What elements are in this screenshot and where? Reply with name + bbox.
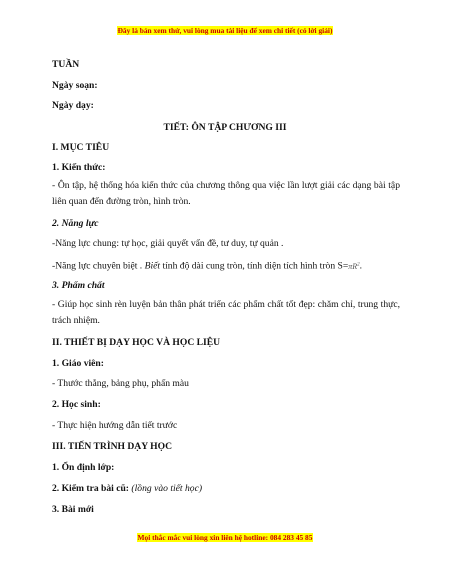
step2-line <box>52 482 400 495</box>
preview-banner-text: Đây là bản xem thử, vui lòng mua tài liệu để xem chi tiết (có lời giải) <box>117 26 333 35</box>
preview-banner <box>0 26 450 35</box>
prep-date-label: Ngày soạn: <box>52 80 98 91</box>
teacher-text: - Thước thẳng, bảng phụ, phấn màu <box>52 378 189 389</box>
knowledge-text: - Ôn tập, hệ thống hóa kiến thức của chương thông qua việc lần lượt giải các dạng bài tập liên quan đến đường tròn, hình tròn. <box>52 180 400 207</box>
step2-heading: 2. Kiểm tra bài cũ: <box>52 483 130 494</box>
week-label: TUẦN <box>52 59 80 70</box>
teach-date-label: Ngày dạy: <box>52 100 94 111</box>
step2-note: (lồng vào tiết học) <box>131 483 203 494</box>
competence-heading: 2. Năng lực <box>52 218 99 229</box>
formula-base: πR <box>348 261 358 271</box>
section-objectives-heading: I. MỤC TIÊU <box>52 142 110 153</box>
general-competence-text: -Năng lực chung: tự học, giải quyết vấn đề, tư duy, tự quản . <box>52 238 284 249</box>
formula-exponent: 2 <box>357 262 360 267</box>
qualities-text: - Giúp học sinh rèn luyện bản thân phát triển các phẩm chất tốt đẹp: chăm chỉ, trung thực, trách nhiệm. <box>52 299 400 326</box>
specific-prefix: -Năng lực chuyên biệt . <box>52 260 145 272</box>
lesson-title: TIẾT: ÔN TẬP CHƯƠNG III <box>163 122 287 133</box>
knowledge-heading: 1. Kiến thức: <box>52 162 106 173</box>
area-formula <box>348 262 359 271</box>
section-equipment-heading: II. THIẾT BỊ DẠY HỌC VÀ HỌC LIỆU <box>52 337 221 348</box>
teacher-heading: 1. Giáo viên: <box>52 358 104 369</box>
step3-heading: 3. Bài mới <box>52 504 94 515</box>
hotline-banner-text: Mọi thắc mắc vui lòng xin liên hệ hotline: 084 283 45 85 <box>137 533 313 542</box>
section-process-heading: III. TIẾN TRÌNH DẠY HỌC <box>52 441 173 452</box>
qualities-heading: 3. Phẩm chất <box>52 280 105 291</box>
specific-rest: tính độ dài cung tròn, tính diện tích hình tròn S= <box>160 260 349 272</box>
specific-competence-text: -Năng lực chuyên biệt . Biết tính độ dài cung tròn, tính diện tích hình tròn $S=\pi R^2$. <box>52 260 363 272</box>
student-text: - Thực hiện hướng dẫn tiết trước <box>52 420 178 431</box>
specific-italic: Biết <box>144 260 161 272</box>
student-heading: 2. Học sinh: <box>52 399 101 410</box>
step1-heading: 1. Ổn định lớp: <box>52 462 115 473</box>
hotline-banner <box>0 533 450 542</box>
